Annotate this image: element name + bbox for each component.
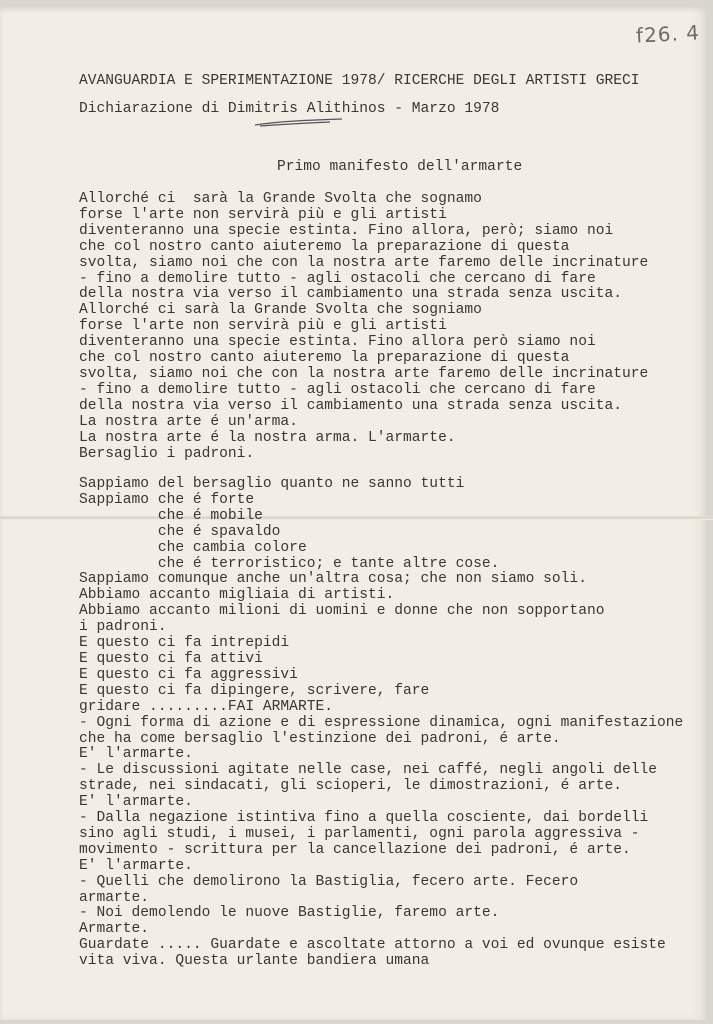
- text-line: - fino a demolire tutto - agli ostacoli che cercano di fare: [79, 270, 596, 287]
- header-line-2: Dichiarazione di Dimitris Alithinos - Marzo 1978: [79, 101, 500, 117]
- text-line: Abbiamo accanto milioni di uomini e donne che non sopportano: [79, 603, 605, 620]
- text-line: La nostra arte é la nostra arma. L'armarte.: [79, 429, 456, 446]
- manifesto-block-2: [79, 477, 683, 970]
- text-line: Bersaglio i padroni.: [79, 445, 255, 462]
- text-line: Armarte.: [79, 921, 150, 938]
- text-line: svolta, siamo noi che con la nostra arte faremo delle incrinature: [79, 254, 649, 271]
- text-line: vita viva. Questa urlante bandiera umana: [79, 953, 430, 970]
- header-line-1: AVANGUARDIA E SPERIMENTAZIONE 1978/ RICERCHE DEGLI ARTISTI GRECI: [79, 73, 640, 89]
- text-line: diventeranno una specie estinta. Fino allora, però; siamo noi: [79, 222, 614, 239]
- text-line: E questo ci fa intrepidi: [79, 635, 290, 652]
- text-line: Allorché ci sarà la Grande Svolta che sognamo: [79, 191, 482, 207]
- text-line: movimento - scrittura per la cancellazione dei padroni, é arte.: [79, 841, 631, 858]
- text-line: strade, nei sindacati, gli scioperi, le dimostrazioni, é arte.: [79, 778, 622, 795]
- text-line: - Ogni forma di azione e di espressione dinamica, ogni manifestazione: [79, 714, 684, 731]
- text-line: forse l'arte non servirà più e gli artisti: [79, 206, 447, 223]
- text-line: E questo ci fa aggressivi: [79, 666, 298, 683]
- text-line: della nostra via verso il cambiamento una strada senza uscita.: [79, 397, 622, 414]
- text-line: che é terroristico; e tante altre cose.: [79, 555, 500, 572]
- text-line: Sappiamo che é forte: [79, 491, 255, 508]
- text-line: che é mobile: [79, 507, 263, 524]
- text-line: E' l'armarte.: [79, 794, 193, 811]
- text-line: Abbiamo accanto migliaia di artisti.: [79, 587, 395, 604]
- archive-mark: f26. 4: [635, 20, 701, 48]
- text-line: E' l'armarte.: [79, 746, 193, 763]
- text-line: della nostra via verso il cambiamento una strada senza uscita.: [79, 286, 622, 303]
- text-line: E questo ci fa dipingere, scrivere, fare: [79, 682, 430, 699]
- text-line: che é spavaldo: [79, 523, 281, 540]
- text-line: - Le discussioni agitate nelle case, nei caffé, negli angoli delle: [79, 762, 658, 779]
- text-line: E' l'armarte.: [79, 857, 193, 874]
- text-line: Sappiamo comunque anche un'altra cosa; che non siamo soli.: [79, 571, 587, 588]
- text-line: - fino a demolire tutto - agli ostacoli che cercano di fare: [79, 381, 596, 398]
- text-line: - Quelli che demolirono la Bastiglia, fecero arte. Fecero: [79, 873, 579, 890]
- text-line: E questo ci fa attivi: [79, 650, 263, 667]
- manifesto-block-1: [79, 192, 648, 462]
- text-line: Sappiamo del bersaglio quanto ne sanno tutti: [79, 476, 465, 492]
- text-line: che cambia colore: [79, 539, 307, 556]
- text-line: forse l'arte non servirà più e gli artisti: [79, 318, 447, 335]
- text-line: svolta, siamo noi che con la nostra arte faremo delle incrinature: [79, 365, 649, 382]
- text-line: diventeranno una specie estinta. Fino allora però siamo noi: [79, 334, 596, 351]
- text-line: che col nostro canto aiuteremo la preparazione di questa: [79, 238, 570, 255]
- text-line: che ha come bersaglio l'estinzione dei padroni, é arte.: [79, 730, 561, 747]
- text-line: Allorché ci sarà la Grande Svolta che sogniamo: [79, 302, 482, 319]
- text-line: Guardate ..... Guardate e ascoltate attorno a voi ed ovunque esiste: [79, 937, 666, 954]
- text-line: i padroni.: [79, 619, 167, 636]
- text-line: La nostra arte é un'arma.: [79, 413, 298, 430]
- text-line: che col nostro canto aiuteremo la preparazione di questa: [79, 350, 570, 367]
- text-line: gridare .........FAI ARMARTE.: [79, 698, 333, 715]
- text-line: armarte.: [79, 889, 150, 906]
- manifesto-title: Primo manifesto dell'armarte: [277, 159, 523, 175]
- pen-underline: [252, 118, 347, 128]
- text-line: sino agli studi, i musei, i parlamenti, ogni parola aggressiva -: [79, 825, 640, 842]
- text-line: - Noi demolendo le nuove Bastiglie, faremo arte.: [79, 905, 500, 922]
- text-line: - Dalla negazione istintiva fino a quella cosciente, dai bordelli: [79, 810, 649, 827]
